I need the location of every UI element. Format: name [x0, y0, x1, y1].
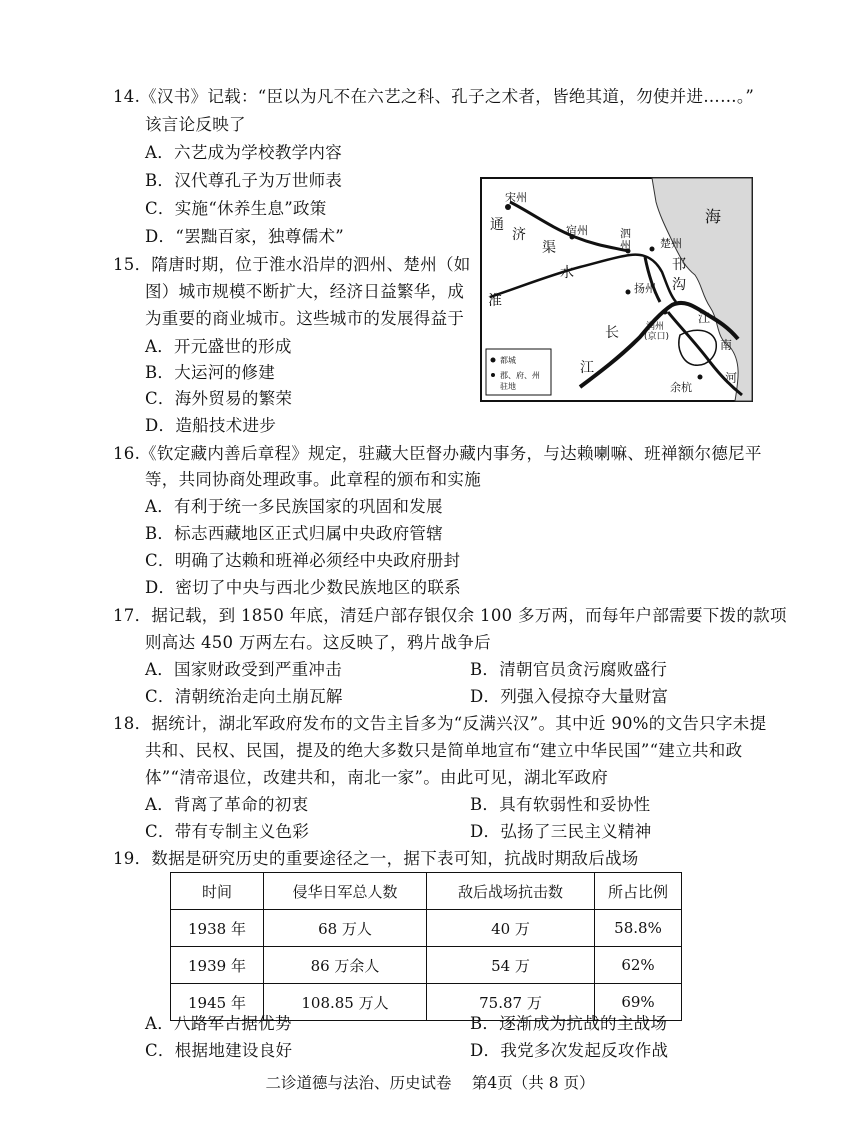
- q18-option-d: D．弘扬了三民主义精神: [470, 822, 652, 841]
- table-cell: 54 万: [427, 947, 595, 984]
- yuhang-dot: [698, 375, 703, 380]
- table-cell: 86 万余人: [264, 947, 427, 984]
- table-cell: 62%: [595, 947, 682, 984]
- label-qu: 渠: [542, 240, 556, 256]
- table-cell: 1939 年: [171, 947, 264, 984]
- chuzhou-dot: [650, 247, 655, 252]
- label-runzhou: 润州: [646, 322, 665, 332]
- table-cell: 58.8%: [595, 910, 682, 947]
- label-si: 泗: [620, 227, 631, 240]
- q18-stem-line1: 18．据统计，湖北军政府发布的文告主旨多为“反满兴汉”。其中近 90%的文告只字未提: [113, 714, 767, 733]
- q14-option-d: D．“罢黜百家，独尊儒术”: [145, 227, 344, 246]
- label-shui: 水: [560, 265, 574, 281]
- q18-option-b: B．具有软弱性和妥协性: [470, 795, 651, 814]
- table-row: [171, 947, 682, 984]
- label-jiang-river: 江: [580, 360, 594, 376]
- label-suzhou: 宿州: [566, 224, 588, 237]
- q19-stem-line1: 19．数据是研究历史的重要途径之一，据下表可知，抗战时期敌后战场: [113, 849, 639, 868]
- table-cell: 1938 年: [171, 910, 264, 947]
- q17-option-d: D．列强入侵掠夺大量财富: [470, 687, 669, 706]
- table-row: [171, 910, 682, 947]
- table-header-cell: 侵华日军总人数: [264, 873, 427, 910]
- label-yangzhou: 扬州: [634, 282, 656, 295]
- q17-option-b: B．清朝官员贪污腐败盛行: [470, 660, 668, 679]
- q16-option-d: D．密切了中央与西北少数民族地区的联系: [145, 578, 461, 597]
- label-chang: 长: [605, 325, 619, 341]
- label-gou: 沟: [672, 277, 686, 293]
- q16-stem-line1: 16.《钦定藏内善后章程》规定，驻藏大臣督办藏内事务，与达赖喇嘛、班禅额尔德尼平: [113, 444, 762, 463]
- table-cell: 69%: [595, 984, 682, 1021]
- label-ji: 济: [512, 227, 526, 243]
- q15-stem-line2: 图）城市规模不断扩大，经济日益繁华，成: [145, 282, 465, 301]
- q15-option-c: C．海外贸易的繁荣: [145, 389, 293, 408]
- label-zhou: 州: [620, 239, 631, 252]
- q15-option-b: B．大运河的修建: [145, 363, 276, 382]
- q15-stem-line1: 15．隋唐时期，位于淮水沿岸的泗州、楚州（如: [113, 255, 471, 274]
- q17-stem-line2: 则高达 450 万两左右。这反映了，鸦片战争后: [145, 633, 491, 652]
- table-cell: 68 万人: [264, 910, 427, 947]
- label-jingkou: (京口): [644, 332, 670, 342]
- table-cell: 108.85 万人: [264, 984, 427, 1021]
- q14-stem-line1: 14.《汉书》记载：“臣以为凡不在六艺之科、孔子之术者，皆绝其道，勿使并进……。”: [113, 87, 755, 106]
- q17-option-a: A．国家财政受到严重冲击: [145, 660, 343, 679]
- q14-option-c: C．实施“休养生息”政策: [145, 199, 327, 218]
- q16-stem-line2: 等，共同协商处理政事。此章程的颁布和实施: [145, 470, 481, 489]
- table-cell: 1945 年: [171, 984, 264, 1021]
- label-han: 邗: [672, 257, 686, 273]
- label-he: 河: [725, 371, 738, 385]
- table-cell: 75.87 万: [427, 984, 595, 1021]
- q17-stem-line1: 17．据记载，到 1850 年底，清廷户部存银仅余 100 多万两，而每年户部需要下拨的款项: [113, 606, 787, 625]
- label-tong: 通: [490, 217, 504, 233]
- q15-option-d: D．造船技术进步: [145, 416, 277, 435]
- canal-map: [480, 177, 753, 402]
- label-huai: 淮: [488, 293, 502, 309]
- label-chuzhou: 楚州: [660, 237, 682, 250]
- legend-capital-label: 都城: [500, 356, 516, 365]
- q17-option-c: C．清朝统治走向土崩瓦解: [145, 687, 343, 706]
- q19-option-b: B．逐渐成为抗战的主战场: [470, 1014, 668, 1033]
- label-yuhang: 余杭: [670, 381, 692, 394]
- q19-option-a: A．八路军占据优势: [145, 1014, 292, 1033]
- table-header-cell: 所占比例: [595, 873, 682, 910]
- q16-option-b: B．标志西藏地区正式归属中央政府管辖: [145, 524, 444, 543]
- legend-city-symbol: [491, 373, 495, 377]
- table-header-cell: 敌后战场抗击数: [427, 873, 595, 910]
- q18-stem-line3: 体”“清帝退位，改建共和，南北一家”。由此可见，湖北军政府: [145, 768, 609, 787]
- q18-stem-line2: 共和、民权、民国，提及的绝大多数只是简单地宣布“建立中华民国”“建立共和政: [145, 741, 743, 760]
- songzhou-dot: [505, 204, 511, 210]
- runzhou-dot: [663, 310, 668, 315]
- legend-city-label2: 驻地: [500, 382, 516, 391]
- q16-option-c: C．明确了达赖和班禅必须经中央政府册封: [145, 551, 461, 570]
- q14-stem-line2: 该言论反映了: [145, 115, 246, 134]
- q14-option-a: A．六艺成为学校教学内容: [145, 143, 343, 162]
- table-header-cell: 时间: [171, 873, 264, 910]
- label-jiang-canal: 江: [698, 311, 711, 325]
- q15-option-a: A．开元盛世的形成: [145, 337, 292, 356]
- q14-option-b: B．汉代尊孔子为万世师表: [145, 171, 343, 190]
- table-header-row: [171, 873, 682, 910]
- q19-data-table: [170, 872, 682, 1021]
- q18-option-a: A．背离了革命的初衷: [145, 795, 309, 814]
- label-hai: 海: [705, 207, 722, 226]
- yangzhou-dot: [626, 290, 631, 295]
- q16-option-a: A．有利于统一多民族国家的巩固和发展: [145, 497, 443, 516]
- legend-capital-symbol: [491, 358, 496, 363]
- q19-option-c: C．根据地建设良好: [145, 1041, 293, 1060]
- table-cell: 40 万: [427, 910, 595, 947]
- label-nan: 南: [720, 338, 733, 352]
- q15-stem-line3: 为重要的商业城市。这些城市的发展得益于: [145, 309, 465, 328]
- q19-option-d: D．我党多次发起反攻作战: [470, 1041, 669, 1060]
- label-songzhou: 宋州: [505, 191, 527, 204]
- q18-option-c: C．带有专制主义色彩: [145, 822, 310, 841]
- page-footer: 二诊道德与法治、历史试卷 第4页（共 8 页）: [265, 1074, 595, 1092]
- legend-city-label: 郡、府、州: [500, 371, 540, 380]
